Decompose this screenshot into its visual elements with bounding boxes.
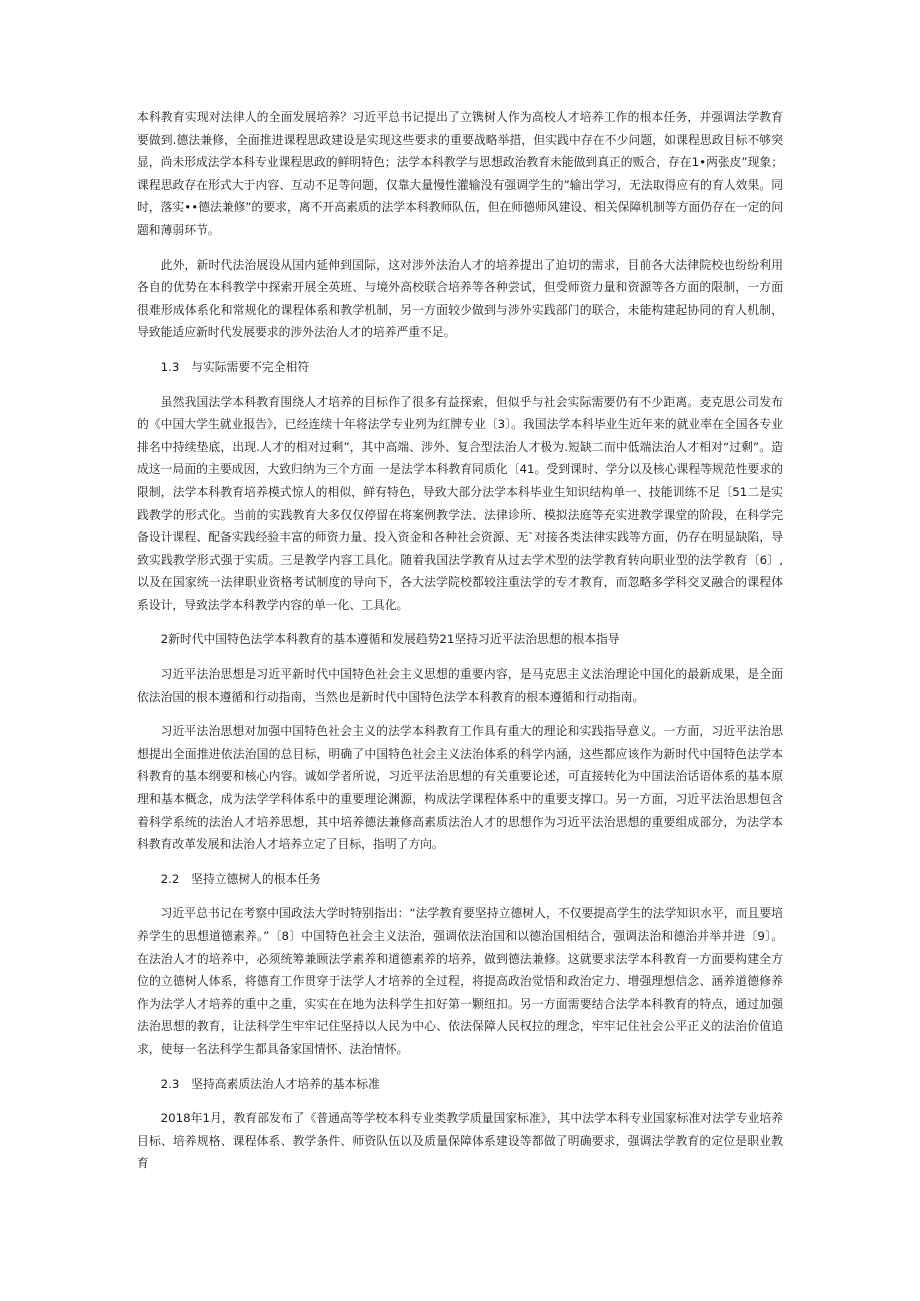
section-heading-2-2: 2.2 坚持立德树人的根本任务 <box>160 871 321 886</box>
section-heading-2-3: 2.3 坚持高素质法治人才培养的基本标准 <box>160 1076 380 1091</box>
document-page <box>137 106 783 1187</box>
paragraph-foreign-talent: 此外，新时代法治展设从国内延伸到国际，这对涉外法治人才的培养提出了迫切的需求，目前各大法律院校也纷纷利用各自的优势在本科教学中探索开展全英班、与境外高校联合培养等各种尝试，但受师资力量和资源等各方面的限制，一方面很难形成体系化和常规化的课程体系和教学机制，另一方面较少做到与涉外实践部门的联合，未能构建起协同的育人机制，导致能适应新时代发展要求的涉外法治人才的培养严重不足。 <box>137 257 783 340</box>
paragraph-2-b: 习近平法治思想对加强中国特色社会主义的法学本科教育工作具有重大的理论和实践指导意义。一方面，习近平法治思想提出全面推进依法治国的总目标，明确了中国特色社会主义法治体系的科学内涵，这些都应该作为新时代中国特色法学本科教育的基本纲要和核心内容。诚如学者所说，习近平法治思想的有关重要论述，可直接转化为中国法治话语体系的基本原理和基本概念，成为法学学科体系中的重要理论渊源，构成法学课程体系中的重要支撑口。另一方面，习近平法治思想包含着科学系统的法治人才培养思想，其中培养德法兼修高素质法治人才的思想作为习近平法治思想的重要组成部分，为法学本科教育改革发展和法治人才培养立定了目标，指明了方向。 <box>137 724 783 852</box>
paragraph-2-2: 习近平总书记在考察中国政法大学时特别指出：“法学教育要坚持立德树人，不仅要提高学生的法学知识水平，而且要培养学生的思想道德素养。”〔8〕中国特色社会主义法治，强调依法治国和以德治国相结合，强调法治和德治并举并进〔9〕。在法治人才的培养中，必须统筹兼顾法学素养和道德素养的培养，做到德法兼修。这就要求法学本科教育一方面要构建全方位的立德树人体系，将德育工作贯穿于法学人才培养的全过程，将提高政治觉悟和政治定力、增强理想信念、涵养道德修养作为法学人才培养的重中之重，实实在在地为法科学生扣好第一颗纽扣。另一方面需要结合法学本科教育的特点，通过加强法治思想的教育，让法科学生牢牢记住坚持以人民为中心、依法保障人民权拉的理念，牢牢记住社会公平正义的法治价值追求，使每一名法科学生都具备家国情怀、法治情怀。 <box>137 906 783 1056</box>
section-heading-2: 2新时代中国特色法学本科教育的基本遵循和发展趋势21坚持习近平法治思想的根本指导 <box>160 632 620 647</box>
paragraph-intro: 本科教育实现对法律人的全面发展培养？习近平总书记提出了立镌树人作为高校人才培养工作的根本任务，并强调法学教育要做到.德法兼修，全面推进课程思政建设是实现这些要求的重要战略举措，但实践中存在不少问题，如课程思政目标不够突显，尚未形成法学本科专业课程思政的鲜明特色；法学本科教学与思想政治教育未能做到真正的贩合，存在1•两张皮”现象；课程思政存在形式大于内容、互动不足等问题，仅靠大量慢性灌输没有强调学生的”输出学习，无法取得应有的育人效果。同时，落实••德法兼修”的要求，离不开高素质的法学本科教师队伍，但在师德师风建设、相关保障机制等方面仍存在一定的问题和薄弱环节。 <box>137 110 783 237</box>
paragraph-2-a: 习近平法治思想是习近平新时代中国特色社会主义思想的重要内容，是马克思主义法治理论中国化的最新成果，是全面依法治国的根本遵循和行动指南，当然也是新时代中国特色法学本科教育的根本遵循和行动指南。 <box>137 667 783 704</box>
paragraph-2-3: 2018年1月，教育部发布了《普通高等学校本科专业类教学质量国家标准》，其中法学本科专业国家标准对法学专业培养目标、培养规格、课程体系、教学条件、师资队伍以及质量保障体系建设等都做了明确要求，强调法学教育的定位是职业教育 <box>137 1111 783 1171</box>
paragraph-1-3: 虽然我国法学本科教育围绕人才培养的目标作了很多有益探索，但似乎与社会实际需要仍有不少距离。麦克思公司发布的《中国大学生就业报告》，已经连续十年将法学专业列为红牌专业〔3〕。我国法学本科毕业生近年来的就业率在全国各专业排名中持续垫底，出现.人才的相对过剩”，其中高端、涉外、复合型法治人才极为.短缺二而中低端法治人才相对“过剩”。造成这一局面的主要成因，大致归纳为三个方面 一是法学本科教育同质化〔41。受到课时、学分以及核心课程等规范性要求的限制，法学本科教育培养模式惊人的相似，鲜有特色，导致大部分法学本科毕业生知识结构单一、技能训练不足〔51二是实践教学的形式化。当前的实践教育大多仅仅停留在将案例教学法、法律诊所、模拟法庭等充实进教学课堂的阶段，在科学完备设计课程、配备实践经验丰富的师资力量、投入资金和各种社会资源、无`对接各类法律实践等方面，仍存在明显缺陷，导致实践教学形式强于实质。三是教学内容工具化。随着我国法学教育从过去学术型的法学教育转向职业型的法学教育〔6〕,以及在国家统一法律职业资格考试制度的导向下，各大法学院校都较注重法学的专才教育，而忽略多学科交叉融合的课程体系设计，导致法学本科教学内容的单一化、工具化。 <box>137 394 783 612</box>
section-heading-1-3: 1.3 与实际需要不完全相符 <box>160 359 310 374</box>
